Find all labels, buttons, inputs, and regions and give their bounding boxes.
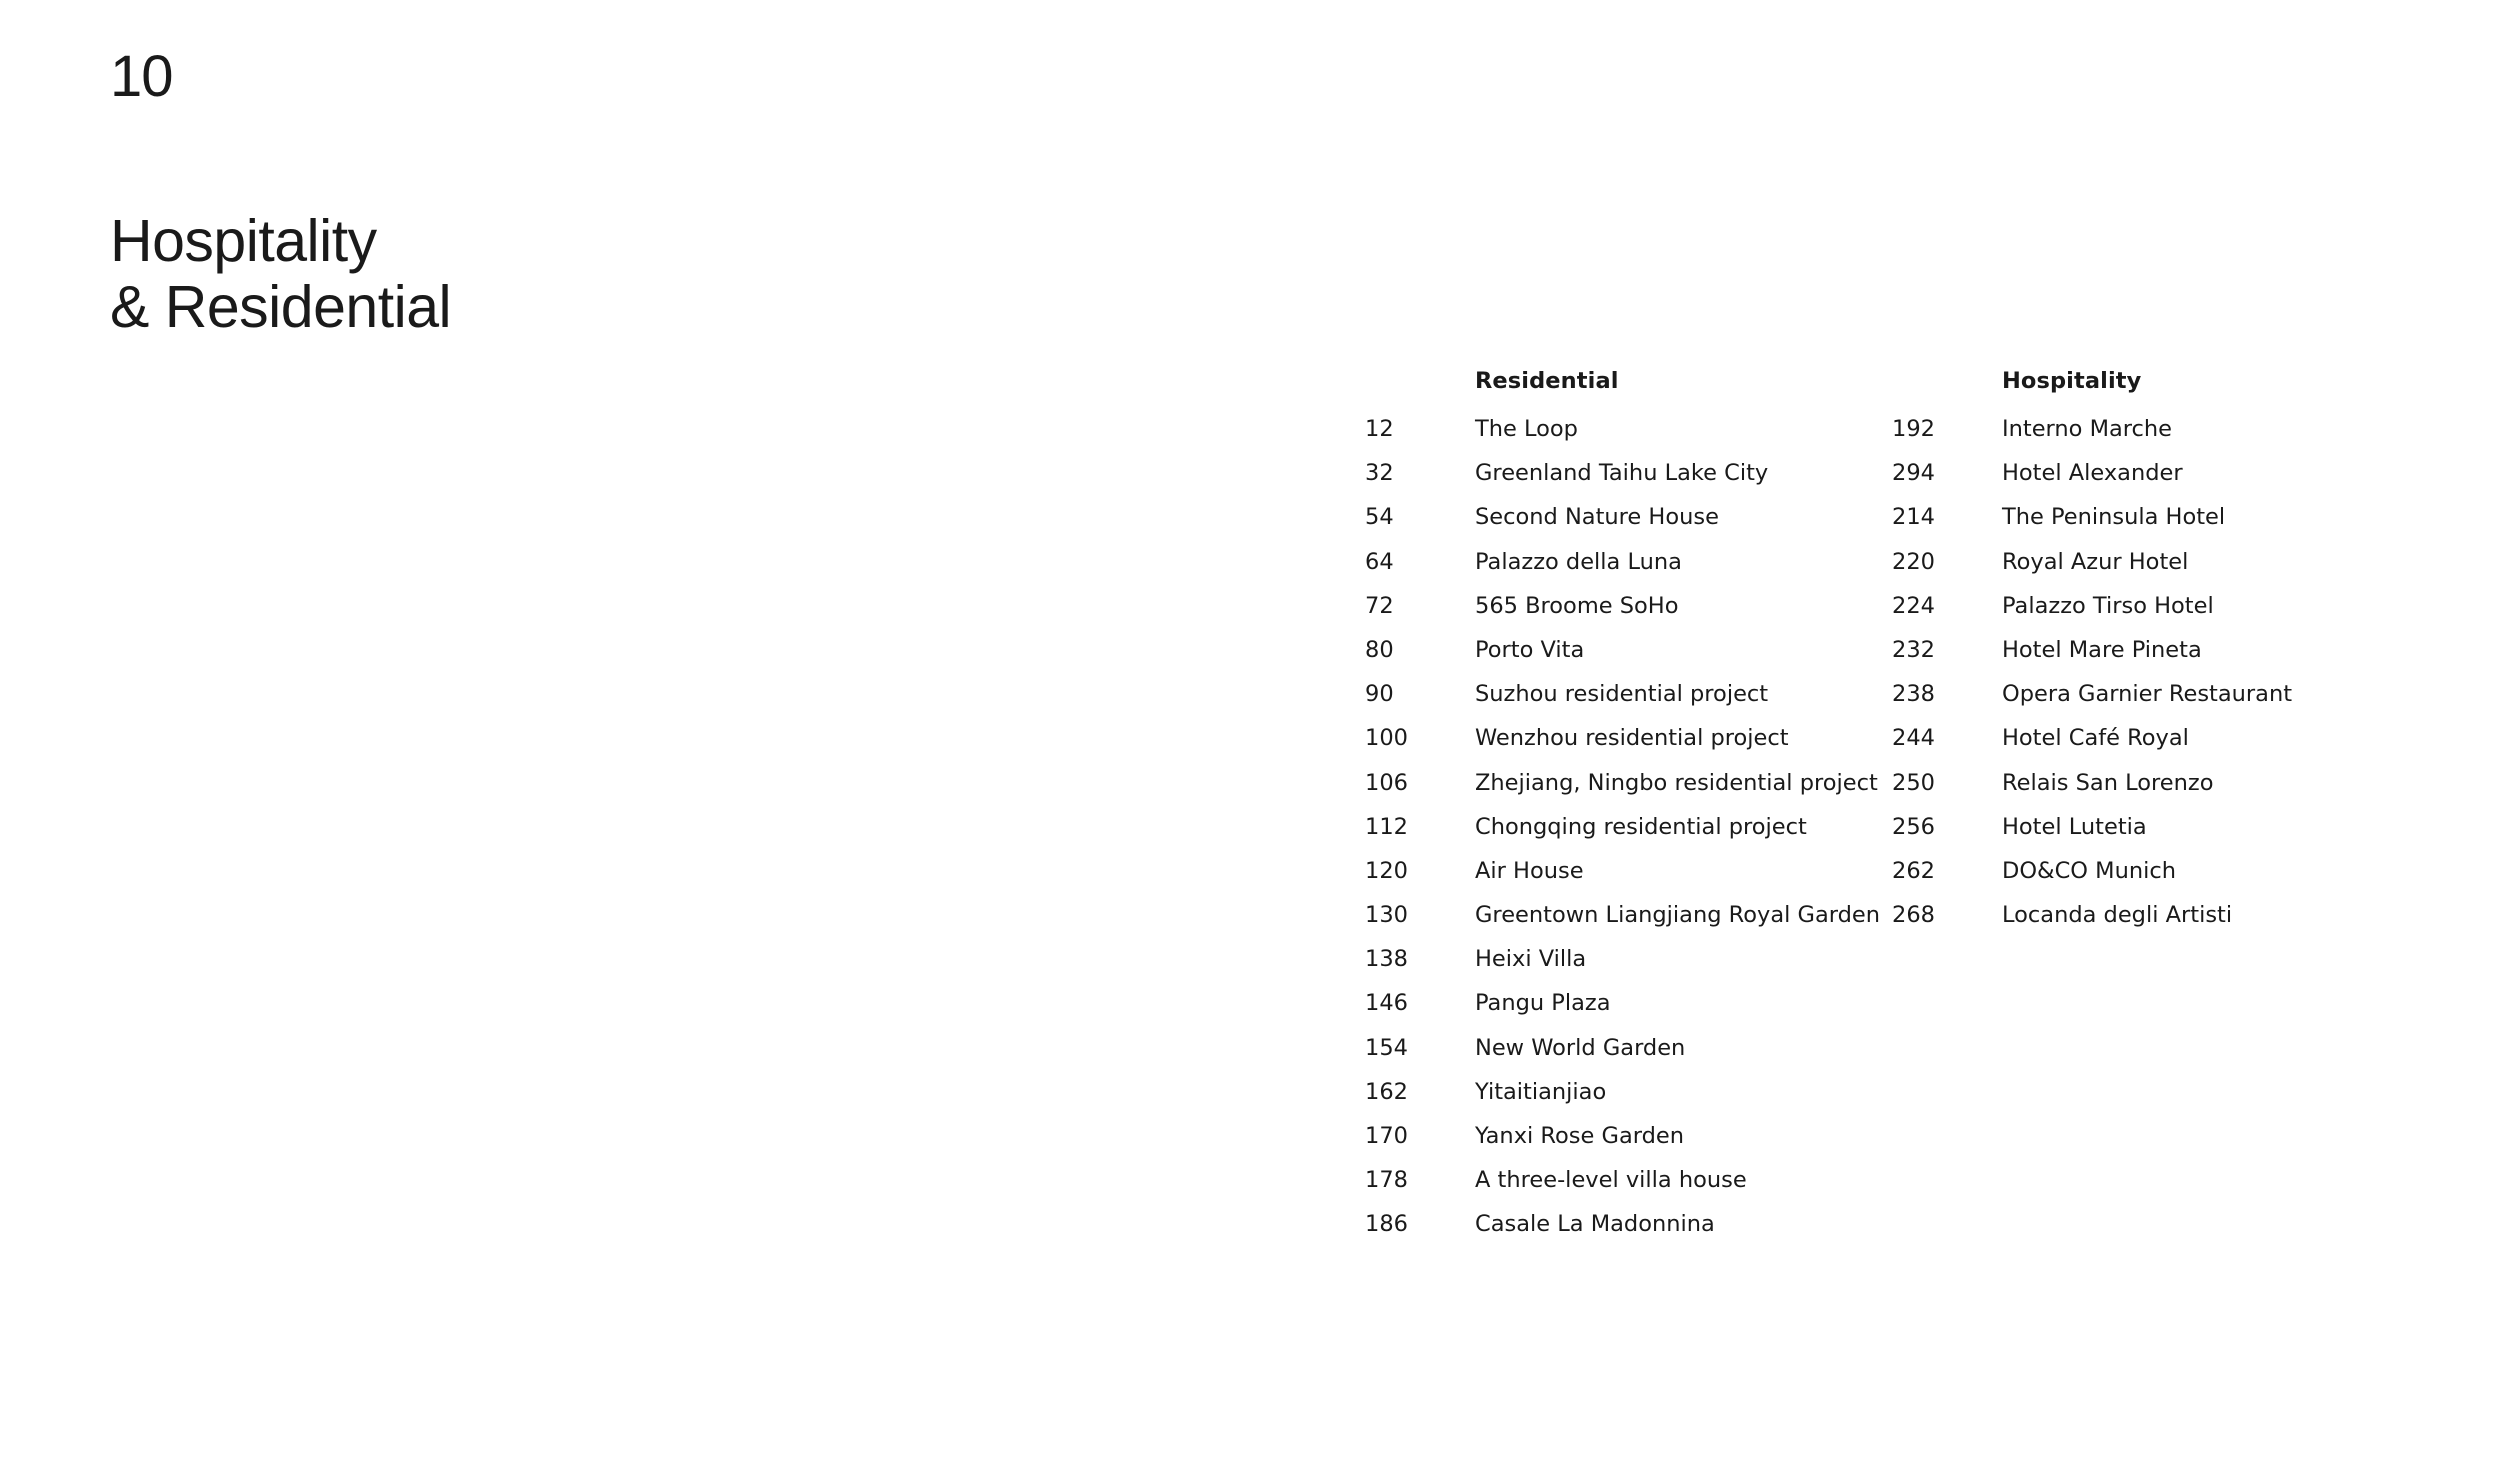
entry-page-number: 250 — [1892, 769, 1935, 796]
entry-project-name: Hotel Alexander — [2002, 460, 2183, 487]
residential-list — [1365, 415, 1880, 1255]
entry-page-number: 64 — [1365, 548, 1394, 575]
entry-project-name: Hotel Mare Pineta — [2002, 636, 2202, 663]
entry-project-name: Opera Garnier Restaurant — [2002, 681, 2293, 708]
index-entry — [1892, 901, 2292, 945]
entry-page-number: 112 — [1365, 813, 1408, 840]
entry-project-name: Locanda degli Artisti — [2002, 902, 2233, 929]
entry-page-number: 268 — [1892, 902, 1935, 929]
entry-project-name: Yanxi Rose Garden — [1475, 1123, 1684, 1149]
entry-project-name: Chongqing residential project — [1475, 813, 1807, 840]
page-title — [110, 208, 451, 340]
page-title-line-2: & Residential — [110, 274, 452, 340]
index-entry — [1365, 415, 1880, 459]
index-entry — [1892, 857, 2292, 901]
entry-page-number: 192 — [1892, 416, 1935, 442]
entry-project-name: Hotel Café Royal — [2002, 725, 2189, 752]
entry-page-number: 162 — [1365, 1078, 1408, 1105]
entry-project-name: Pangu Plaza — [1475, 990, 1611, 1017]
index-entry — [1892, 769, 2292, 813]
index-entry — [1365, 1210, 1880, 1254]
index-entry — [1365, 1034, 1880, 1078]
residential-heading: Residential — [1475, 368, 1619, 394]
hospitality-heading: Hospitality — [2002, 368, 2142, 394]
hospitality-index — [1892, 366, 2292, 945]
index-entry — [1892, 459, 2292, 503]
entry-page-number: 238 — [1892, 681, 1935, 708]
index-entry — [1892, 592, 2292, 636]
entry-project-name: Greentown Liangjiang Royal Garden — [1475, 902, 1880, 929]
entry-project-name: Second Nature House — [1475, 504, 1719, 531]
index-entry — [1365, 636, 1880, 680]
entry-page-number: 232 — [1892, 636, 1935, 663]
index-entry — [1365, 503, 1880, 547]
entry-page-number: 72 — [1365, 592, 1394, 619]
index-entry — [1365, 592, 1880, 636]
entry-page-number: 262 — [1892, 857, 1935, 884]
page-title-line-1: Hospitality — [110, 208, 377, 274]
entry-page-number: 32 — [1365, 460, 1394, 487]
entry-project-name: DO&CO Munich — [2002, 857, 2176, 884]
entry-page-number: 294 — [1892, 460, 1935, 487]
index-entry — [1365, 1078, 1880, 1122]
entry-project-name: Heixi Villa — [1475, 946, 1587, 973]
entry-project-name: A three-level villa house — [1475, 1167, 1747, 1194]
entry-page-number: 186 — [1365, 1211, 1408, 1238]
entry-page-number: 146 — [1365, 990, 1408, 1017]
index-entry — [1365, 680, 1880, 724]
entry-project-name: Casale La Madonnina — [1475, 1211, 1715, 1238]
entry-page-number: 100 — [1365, 725, 1408, 752]
residential-index — [1365, 366, 1880, 1255]
entry-project-name: Royal Azur Hotel — [2002, 548, 2189, 575]
index-entry — [1365, 724, 1880, 768]
entry-project-name: Suzhou residential project — [1475, 681, 1769, 708]
index-entry — [1892, 680, 2292, 724]
entry-project-name: The Peninsula Hotel — [2002, 504, 2226, 531]
index-entry — [1892, 548, 2292, 592]
index-entry — [1365, 901, 1880, 945]
entry-page-number: 224 — [1892, 592, 1935, 619]
index-entry — [1365, 857, 1880, 901]
entry-page-number: 54 — [1365, 504, 1394, 531]
entry-project-name: Porto Vita — [1475, 636, 1585, 663]
index-entry — [1365, 813, 1880, 857]
entry-page-number: 214 — [1892, 504, 1935, 531]
entry-page-number: 80 — [1365, 636, 1394, 663]
index-entry — [1365, 945, 1880, 989]
entry-page-number: 120 — [1365, 857, 1408, 884]
index-entry — [1892, 503, 2292, 547]
entry-project-name: Greenland Taihu Lake City — [1475, 460, 1769, 487]
entry-page-number: 106 — [1365, 769, 1408, 796]
entry-project-name: Palazzo della Luna — [1475, 548, 1682, 575]
index-entry — [1892, 636, 2292, 680]
entry-project-name: New World Garden — [1475, 1034, 1686, 1061]
entry-project-name: Hotel Lutetia — [2002, 813, 2147, 840]
page-number: 10 — [110, 44, 173, 109]
index-entry — [1892, 415, 2292, 459]
hospitality-list — [1892, 415, 2292, 945]
entry-page-number: 170 — [1365, 1123, 1408, 1149]
index-entry — [1365, 769, 1880, 813]
entry-project-name: Wenzhou residential project — [1475, 725, 1789, 752]
entry-project-name: Relais San Lorenzo — [2002, 769, 2214, 796]
entry-project-name: 565 Broome SoHo — [1475, 592, 1679, 619]
entry-project-name: Air House — [1475, 857, 1584, 884]
entry-project-name: Palazzo Tirso Hotel — [2002, 592, 2214, 619]
entry-page-number: 90 — [1365, 681, 1394, 708]
index-entry — [1365, 548, 1880, 592]
entry-page-number: 138 — [1365, 946, 1408, 973]
entry-project-name: Zhejiang, Ningbo residential project — [1475, 769, 1878, 796]
index-entry — [1365, 459, 1880, 503]
entry-page-number: 244 — [1892, 725, 1935, 752]
index-entry — [1892, 724, 2292, 768]
entry-project-name: Interno Marche — [2002, 416, 2173, 442]
index-entry — [1365, 1166, 1880, 1210]
entry-page-number: 154 — [1365, 1034, 1408, 1061]
entry-page-number: 178 — [1365, 1167, 1408, 1194]
entry-page-number: 130 — [1365, 902, 1408, 929]
index-entry — [1365, 989, 1880, 1033]
index-entry — [1892, 813, 2292, 857]
entry-page-number: 256 — [1892, 813, 1935, 840]
entry-project-name: The Loop — [1475, 416, 1578, 442]
entry-project-name: Yitaitianjiao — [1475, 1078, 1607, 1105]
index-entry — [1365, 1122, 1880, 1166]
entry-page-number: 220 — [1892, 548, 1935, 575]
entry-page-number: 12 — [1365, 416, 1394, 442]
